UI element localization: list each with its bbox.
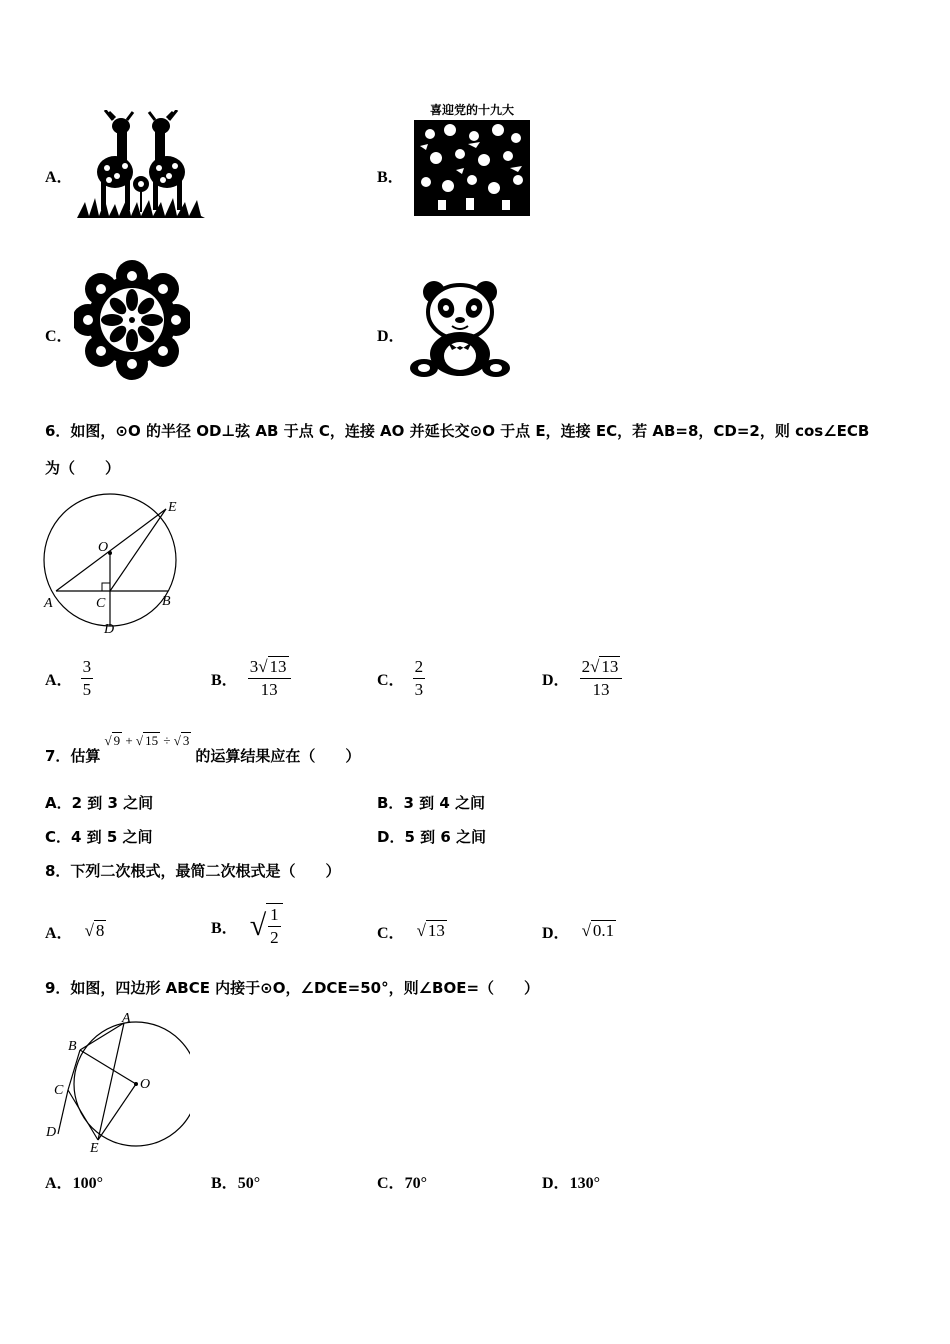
q6-label-c: C <box>96 596 106 611</box>
q7-stem-after: 的运算结果应在（ ） <box>195 747 361 765</box>
q6-option-d-letter: D． <box>542 671 570 689</box>
q9-label-c: C <box>54 1083 64 1098</box>
panda-paper-cut-image <box>408 276 512 380</box>
q6-option-a-fraction <box>81 656 94 701</box>
q6-option-b-fraction: $\frac{3√ 13}{13}$ <box>248 656 291 701</box>
q9-stem: 9．如图，四边形 ABCE 内接于⊙O，∠DCE=50°，则∠BOE=（ ） <box>45 979 540 997</box>
q7-stem-before: 7．估算 <box>45 747 101 765</box>
q6-option-c-letter: C． <box>377 671 405 689</box>
q6-option-d[interactable] <box>542 652 622 704</box>
deer-paper-cut-image <box>75 110 207 220</box>
q6-option-c[interactable] <box>377 652 425 704</box>
q8-a-radicand: 8 <box>95 921 105 940</box>
q6-option-d-fraction: $\frac{2√ 13}{13}$ <box>580 656 623 701</box>
q5-option-a-letter: A． <box>45 169 73 186</box>
q6-label-d: D <box>104 622 115 637</box>
q6-c-numerator: 2 <box>413 656 426 679</box>
q6-stem-line2: 为（ ） <box>45 459 121 477</box>
q6-b-denominator: 13 <box>260 679 278 699</box>
q8-b-denominator: 2 <box>270 928 279 947</box>
q6-stem-line1: 6．如图，⊙O 的半径 OD⊥弦 AB 于点 C，连接 AO 并延长交⊙O 于点 E，连接 EC，若 AB=8，CD=2，则 cos∠ECB <box>45 422 870 440</box>
q5-option-c-letter: C． <box>45 328 73 345</box>
q9-label-b: B <box>68 1039 77 1054</box>
q6-d-radicand: 13 <box>601 656 619 676</box>
q6-option-c-fraction <box>413 656 426 701</box>
q6-option-a-letter: A． <box>45 671 73 689</box>
q8-option-d[interactable]: D． √ 0.1 <box>542 921 615 942</box>
q9-label-d: D <box>46 1125 57 1140</box>
q6-a-denominator: 5 <box>82 679 92 699</box>
q6-b-radicand: 13 <box>269 656 287 676</box>
flower-paper-cut-image <box>74 260 190 380</box>
q6-label-o: O <box>98 540 109 555</box>
q7-option-b[interactable]: B．3 到 4 之间 <box>377 794 485 812</box>
q6-label-e: E <box>168 500 177 515</box>
q8-d-radicand: 0.1 <box>592 921 615 940</box>
q9-label-e: E <box>90 1141 99 1155</box>
q6-b-coef: 3 <box>249 656 259 676</box>
q9-label-a: A <box>122 1011 131 1026</box>
q7-option-d[interactable]: D．5 到 6 之间 <box>377 828 486 846</box>
q6-label-b: B <box>162 594 171 609</box>
q6-c-denominator: 3 <box>414 679 424 699</box>
q9-option-a[interactable]: A．100° <box>45 1175 103 1192</box>
crowd-caption: 喜迎党的十九大 <box>429 103 515 117</box>
q6-option-b-letter: B． <box>211 671 238 689</box>
q5-option-b-letter: B． <box>377 169 404 186</box>
q9-option-b[interactable]: B．50° <box>211 1175 261 1192</box>
q6-a-numerator: 3 <box>81 656 94 679</box>
q9-circle-figure <box>40 1010 190 1155</box>
crowd-paper-cut-image <box>410 100 534 220</box>
q8-c-radicand: 13 <box>427 921 445 940</box>
q6-circle-figure <box>40 485 185 640</box>
q7-stem <box>45 733 360 766</box>
q6-label-a: A <box>44 596 53 611</box>
q8-option-c[interactable]: C． √ 13 <box>377 921 445 942</box>
q8-option-b[interactable]: B． √ $\frac{1}{2}$ <box>211 896 283 956</box>
q7-expression: √ 9 + √ 15 ÷ √ 3 <box>104 733 190 748</box>
q6-option-a[interactable] <box>45 652 93 704</box>
q6-d-coef: 2 <box>581 656 591 676</box>
q5-option-d-letter: D． <box>377 328 405 345</box>
q6-d-denominator: 13 <box>592 679 610 699</box>
q8-b-numerator: 1 <box>268 904 281 927</box>
q7-option-c[interactable]: C．4 到 5 之间 <box>45 828 153 846</box>
q9-option-d[interactable]: D．130° <box>542 1175 600 1192</box>
q7-option-a[interactable]: A．2 到 3 之间 <box>45 794 154 812</box>
q8-stem: 8．下列二次根式，最简二次根式是（ ） <box>45 862 341 880</box>
q9-label-o: O <box>140 1077 151 1092</box>
q6-option-b[interactable] <box>211 652 291 704</box>
q8-option-a[interactable]: A． √ 8 <box>45 921 105 942</box>
q9-option-c[interactable]: C．70° <box>377 1175 427 1192</box>
